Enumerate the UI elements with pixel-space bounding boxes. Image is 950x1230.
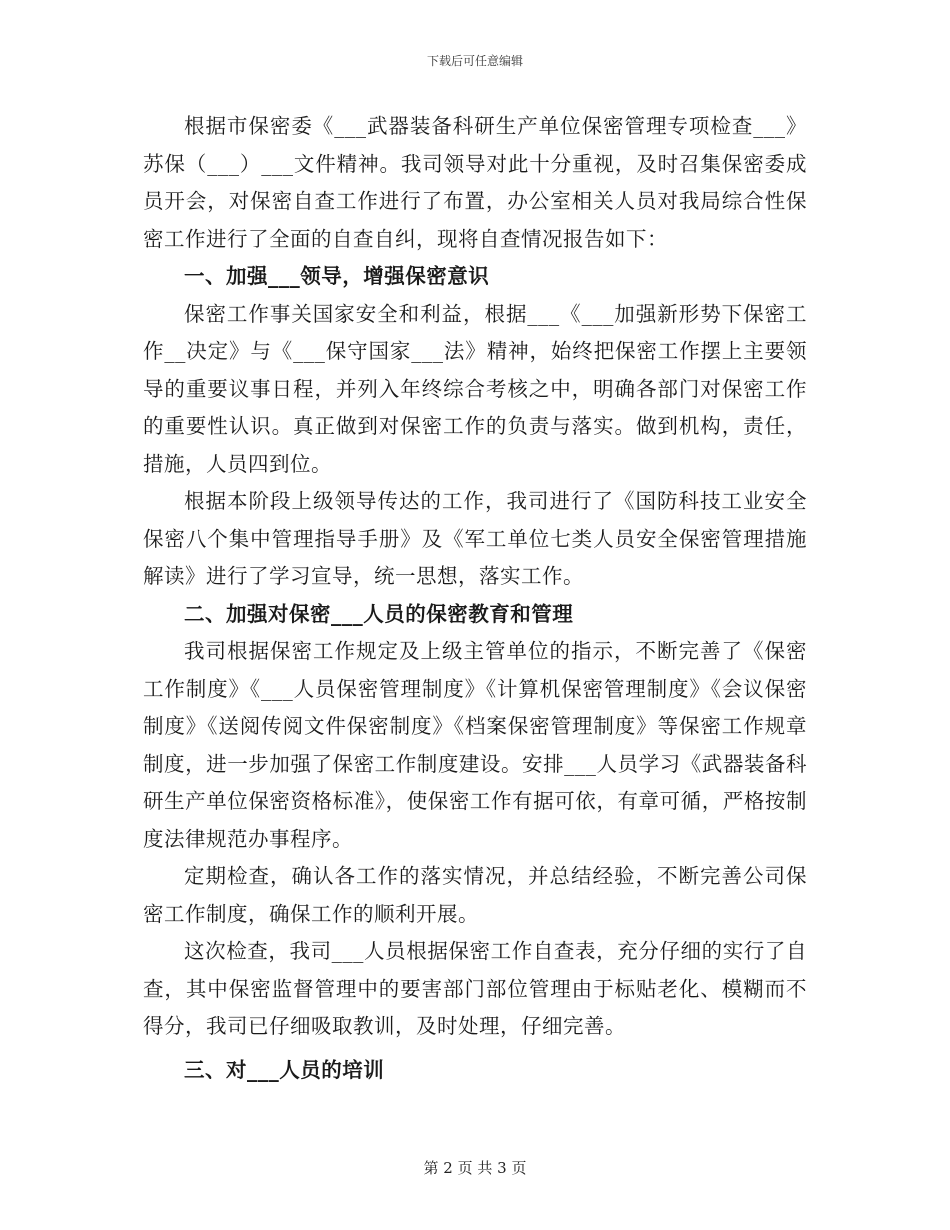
page-footer-number: 第 2 页 共 3 页 xyxy=(423,1159,527,1177)
document-body xyxy=(143,108,807,1089)
section-heading-3: 三、对___人员的培训 xyxy=(184,1057,385,1082)
paragraph-intro: 根据市保密委《___武器装备科研生产单位保密管理专项检查___》苏保（___）___文件精神。我司领导对此十分重视，及时召集保密委成员开会，对保密自查工作进行了布置，办公室相关人员对我局综合性保密工作进行了全面的自查自纠，现将自查情况报告如下： xyxy=(143,114,807,251)
paragraph-6: 这次检查，我司___人员根据保密工作自查表，充分仔细的实行了自查，其中保密监督管理中的要害部门部位管理由于标贴老化、模糊而不得分，我司已仔细吸取教训，及时处理，仔细完善。 xyxy=(143,939,807,1038)
section-heading-2: 二、加强对保密___人员的保密教育和管理 xyxy=(184,601,574,626)
paragraph-4: 我司根据保密工作规定及上级主管单位的指示，不断完善了《保密工作制度》《___人员保密管理制度》《计算机保密管理制度》《会议保密制度》《送阅传阅文件保密制度》《档案保密管理制度》等保密工作规章制度，进一步加强了保密工作制度建设。安排___人员学习《武器装备科研生产单位保密资格标准》，使保密工作有据可依，有章可循，严格按制度法律规范办事程序。 xyxy=(143,639,807,851)
page-header-note: 下载后可任意编辑 xyxy=(426,54,523,68)
paragraph-3: 根据本阶段上级领导传达的工作，我司进行了《国防科技工业安全保密八个集中管理指导手册》及《军工单位七类人员安全保密管理措施解读》进行了学习宣导，统一思想，落实工作。 xyxy=(143,489,807,588)
section-heading-1: 一、加强___领导，增强保密意识 xyxy=(184,264,490,288)
paragraph-5: 定期检查，确认各工作的落实情况，并总结经验，不断完善公司保密工作制度，确保工作的顺利开展。 xyxy=(143,864,807,926)
paragraph-2: 保密工作事关国家安全和利益，根据___《___加强新形势下保密工作__决定》与《___保守国家___法》精神，始终把保密工作摆上主要领导的重要议事日程，并列入年终综合考核之中，明确各部门对保密工作的重要性认识。真正做到对保密工作的负责与落实。做到机构，责任，措施，人员四到位。 xyxy=(143,301,807,476)
